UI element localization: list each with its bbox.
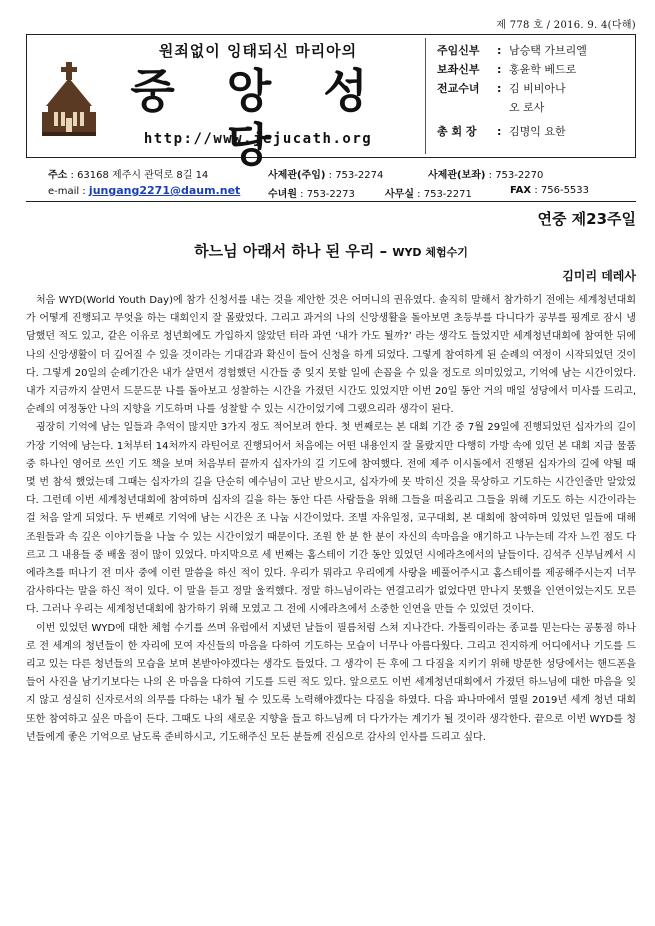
staff-role: 주임신부 [437, 44, 480, 57]
church-building-icon [42, 62, 96, 136]
convent-label: 수녀원 [268, 189, 297, 200]
email-label: e-mail [48, 186, 80, 197]
contact-divider [26, 201, 636, 202]
staff-row [437, 99, 637, 117]
article-paragraph: 굉장히 기억에 남는 일들과 추억이 많지만 3가지 정도 적어보려 한다. 첫 번째로는 본 대회 기간 중 7월 29일에 진행되었던 십자가의 길이 가장 기억에 남는다. 1처부터 14처까지 라틴어로 진행되어서 처음에는 어떤 내용인지 잘 몰랐지만 다행히 가방 속에 있던 본 대회 지급 물품 중 하나인 영어로 쓰인 기도 책을 보며 처음부터 끝까지 십자가의 길 기도에 참여했다. 전에 제주 이시돌에서 진행된 십자가의 길에 약될 때 몇 번 참석 했었는데 그때는 십자가의 길을 단순히 예수님이 고난 받으시고, 십자가에 못 박히신 것을 묵상하고 기도하는 시간인줄만 알았었다. 그런데 이번 세계청년대회에 참여하며 십자의 길을 하는 동안 다른 사람들을 위해 그들을 떠올리고 그들을 위해 기도도 하는 시간이라는 걸 처음 알게 되었다. 두 번째로 기억에 남는 시간은 조 나눔 시간이었다. 조별 자유일정, 교구대회, 본 대회에 참여하며 있었던 일들에 대해 조원들과 속 깊은 이야기들을 나눌 수 있는 시간이었기 때문이다. 조원 한 분 한 분이 자신의 속마음을 얘기하고 나누는데 각자 느낀 점도 다르고 그 내용들 중 배울 점이 많이 있었다. 마지막으로 세 번째는 홈스테이 기간 동안 있었던 시에라츠에서의 날들이다. 김석주 신부님께서 시에라츠를 떠나기 전 미사 중에 이런 말씀을 하신 적이 있다. 우리가 뭐라고 우리에게 사랑을 베풀어주시고 홈스테이를 제공해주시는지 너무 감사하다는 말을 하신 적이 있다. 이 말을 듣고 정말 울컥했다. 정말 하느님이라는 연결고리가 없었다면 만나지 못했을 인연이었는지도 모른다. 그러나 우리는 세계청년대회에 참가하기 위해 모였고 그 전에 시에라츠에서 소중한 인연을 만들 수 있었던 것이다. [26, 422, 636, 616]
staff-name: 김명익 요한 [509, 125, 566, 138]
office-label: 사무실 [385, 189, 414, 200]
article-paragraph: 처음 WYD(World Youth Day)에 참가 신청서를 내는 것을 제안한 것은 어머니의 권유였다. 솔직히 말해서 참가하기 전에는 세계청년대회가 어떻게 진행되고 무엇을 하는 대회인지 잘 몰랐었다. 그리고 과거의 나의 신앙생활을 돌아보면 초등부를 다니다가 공부를 핑계로 잠시 냉담했던 적도 있고, 같은 이유로 청년회에도 가입하지 않았던 터라 과연 ‘내가 가도 될까?’ 라는 생각도 들었지만 세계청년대회에 참여한 뒤에 나의 신앙생활이 더 깊어질 수 있을 것이라는 기대감과 확신이 들어 신청을 하게 되었다. 그렇게 참여하게 된 순례의 여정이 시작되었던 것이다. 그렇게 20일의 순례기간은 내가 살면서 경험했던 시간들 중 잊지 못할 일에 손꼽을 수 있을 정도로 의미있었고, 기억에 남는 시간이었다. 내가 지금까지 살면서 드문드문 나를 돌아보고 성찰하는 시간을 가졌던 시간도 있었지만 이번 20일 동안 거의 매일 성당에서 미사를 드리고, 순례의 여정동안 나의 지향을 기도하며 나를 성찰할 수 있는 시간이었기에 그랬으리라 생각이 된다. [26, 295, 636, 416]
staff-name: 오 로사 [509, 101, 545, 114]
church-name: 중 앙 성 당 [130, 64, 386, 172]
staff-name: 남승택 가브리엘 [509, 44, 587, 57]
article-author: 김미리 데레사 [562, 269, 636, 283]
article-title-sub: WYD 체험수기 [392, 246, 468, 259]
staff-role: 보좌신부 [437, 63, 480, 76]
email-link[interactable]: jungang2271@daum.net [88, 184, 241, 197]
address-label: 주소 [48, 170, 68, 181]
fax-value: 756-5533 [540, 185, 590, 196]
address-value: 63168 제주시 관덕로 8길 14 [77, 170, 209, 181]
rectory-assist-value: 753-2270 [495, 170, 544, 181]
contact-fax: FAX : 756-5533 [510, 185, 590, 196]
rectory-main-value: 753-2274 [335, 170, 384, 181]
staff-name: 홍윤학 베드로 [509, 63, 577, 76]
staff-row: 보좌신부 : 홍윤학 베드로 [437, 63, 577, 76]
convent-value: 753-2273 [306, 189, 355, 200]
staff-role: 전교수녀 [437, 82, 480, 95]
article-title [26, 240, 636, 261]
contact-rectory-assist: 사제관(보좌) : 753-2270 [428, 170, 544, 181]
article-title-main: 하느님 아래서 하나 된 우리 – [194, 242, 393, 260]
contact-row-email: e-mail : jungang2271@daum.net [48, 184, 241, 197]
masthead-divider [425, 38, 426, 154]
contact-office: 사무실 : 753-2271 [385, 189, 472, 200]
office-value: 753-2271 [423, 189, 472, 200]
article-paragraph: 이번 있었던 WYD에 대한 체험 수기를 쓰며 유럽에서 지냈던 날들이 필름처럼 스쳐 지나간다. 가톨릭이라는 종교를 믿는다는 공통점 하나로 전 세계의 청년들이 한 자리에 모여 자신들의 마음을 다하여 기도하는 모습이 너무나 아름다웠다. 그리고 진지하게 어디에서나 기도를 드리고 있는 다른 청년들의 모습을 보며 본받아야겠다는 생각도 들었다. 그 생각이 든 후에 그 다짐을 지키기 위해 방문한 성당에서는 핸드폰을 들어 사진을 남기기보다는 나의 온 마음을 다하여 기도를 드린 적도 있다. 앞으로도 이번 세계청년대회에서 가졌던 하느님에 대한 마음을 잊지 않고 성실히 신자로서의 의무를 다하는 내가 될 수 있도록 노력해야겠다는 다짐을 하였다. 다음 파나마에서 열릴 2019년 세계 청년 대회 또한 참여하고 싶은 마음이 든다. 그때도 나의 새로운 지향을 들고 하느님께 더 다가가는 계기가 될 것이라 생각한다. 끝으로 이번 WYD를 청년들에게 좋은 기억으로 남도록 준비하시고, 기도해주신 모든 분들께 진심으로 감사의 인사를 드리고 싶다. [26, 622, 636, 743]
staff-row: 주임신부 : 남승택 가브리엘 [437, 44, 587, 57]
staff-name: 김 비비아나 [509, 82, 566, 95]
rectory-assist-label: 사제관(보좌) [428, 170, 486, 181]
article-body [26, 292, 636, 747]
issue-info: 제 778 호 / 2016. 9. 4(다해) [496, 20, 636, 31]
liturgical-week: 연중 제23주일 [537, 210, 636, 228]
staff-row: 전교수녀 : 김 비비아나 [437, 82, 566, 95]
contact-rectory-main: 사제관(주임) : 753-2274 [268, 170, 384, 181]
website-link[interactable]: http://www.jejucath.org [143, 131, 373, 147]
fax-label: FAX [510, 185, 532, 196]
masthead-subtitle: 원죄없이 잉태되신 마리아의 [158, 42, 358, 60]
staff-role: 총 회 장 [437, 125, 477, 138]
contact-row-address: 주소 : 63168 제주시 관덕로 8길 14 [48, 170, 209, 181]
staff-row: 총 회 장 : 김명익 요한 [437, 125, 566, 138]
contact-convent: 수녀원 : 753-2273 [268, 189, 355, 200]
rectory-main-label: 사제관(주임) [268, 170, 326, 181]
